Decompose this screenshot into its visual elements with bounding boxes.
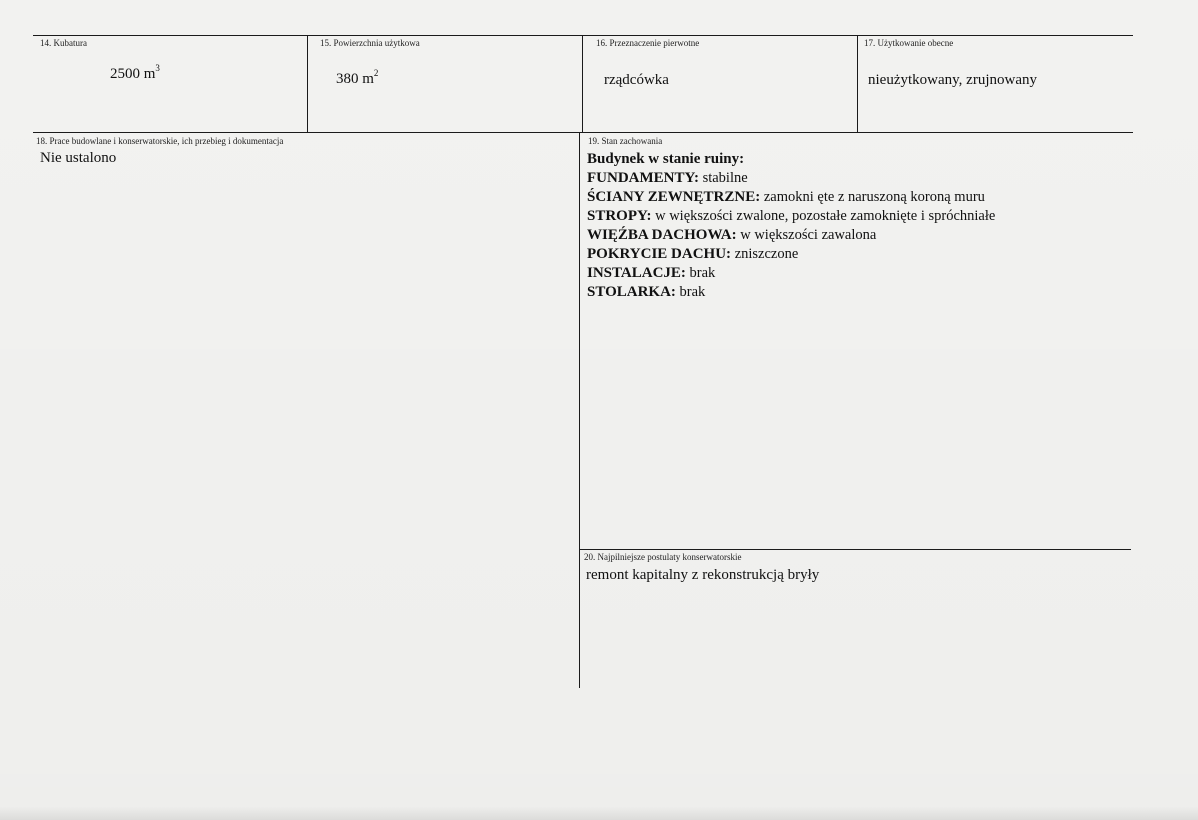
- field-16-value: rządcówka: [604, 72, 669, 88]
- condition-instalacje: INSTALACJE: brak: [587, 265, 716, 281]
- condition-fundamenty: FUNDAMENTY: stabilne: [587, 170, 748, 186]
- field-15-value: [336, 70, 378, 88]
- divider-18-19: [579, 132, 580, 688]
- divider-16-17: [857, 35, 858, 132]
- field-16-label: 16. Przeznaczenie pierwotne: [596, 38, 700, 48]
- condition-sciany: ŚCIANY ZEWNĘTRZNE: zamokni ęte z naruszoną koroną muru: [587, 189, 985, 205]
- scan-edge-shadow: [0, 806, 1198, 820]
- condition-heading: Budynek w stanie ruiny:: [587, 151, 745, 167]
- condition-list: [587, 150, 1127, 302]
- area-exponent: 2: [373, 68, 379, 78]
- field-14-label: 14. Kubatura: [40, 38, 87, 48]
- field-18-value: Nie ustalono: [40, 150, 117, 166]
- field-17-label: 17. Użytkowanie obecne: [864, 38, 954, 48]
- field20-top-line: [580, 549, 1131, 550]
- condition-stropy: STROPY: w większości zwalone, pozostałe zamoknięte i spróchniałe: [587, 208, 996, 224]
- condition-wiezba: WIĘŹBA DACHOWA: w większości zawalona: [587, 227, 877, 243]
- condition-pokrycie: POKRYCIE DACHU: zniszczone: [587, 246, 799, 262]
- area-number: 380 m: [336, 71, 374, 87]
- kubatura-number: 2500 m: [110, 66, 156, 82]
- top-border-line: [33, 35, 1133, 36]
- field-20-value: remont kapitalny z rekonstrukcją bryły: [586, 567, 820, 583]
- condition-stolarka: STOLARKA: brak: [587, 284, 706, 300]
- field-19-label: 19. Stan zachowania: [588, 136, 663, 146]
- divider-15-16: [582, 35, 583, 132]
- field-20-label: 20. Najpilniejsze postulaty konserwatorskie: [584, 552, 742, 562]
- field-15-label: 15. Powierzchnia użytkowa: [320, 38, 420, 48]
- kubatura-exponent: 3: [155, 63, 160, 73]
- row1-bottom-line: [33, 132, 1133, 133]
- field-18-label: 18. Prace budowlane i konserwatorskie, ich przebieg i dokumentacja: [36, 136, 284, 146]
- divider-14-15: [307, 35, 308, 132]
- field-14-value: [110, 65, 160, 83]
- field-17-value: nieużytkowany, zrujnowany: [868, 72, 1037, 88]
